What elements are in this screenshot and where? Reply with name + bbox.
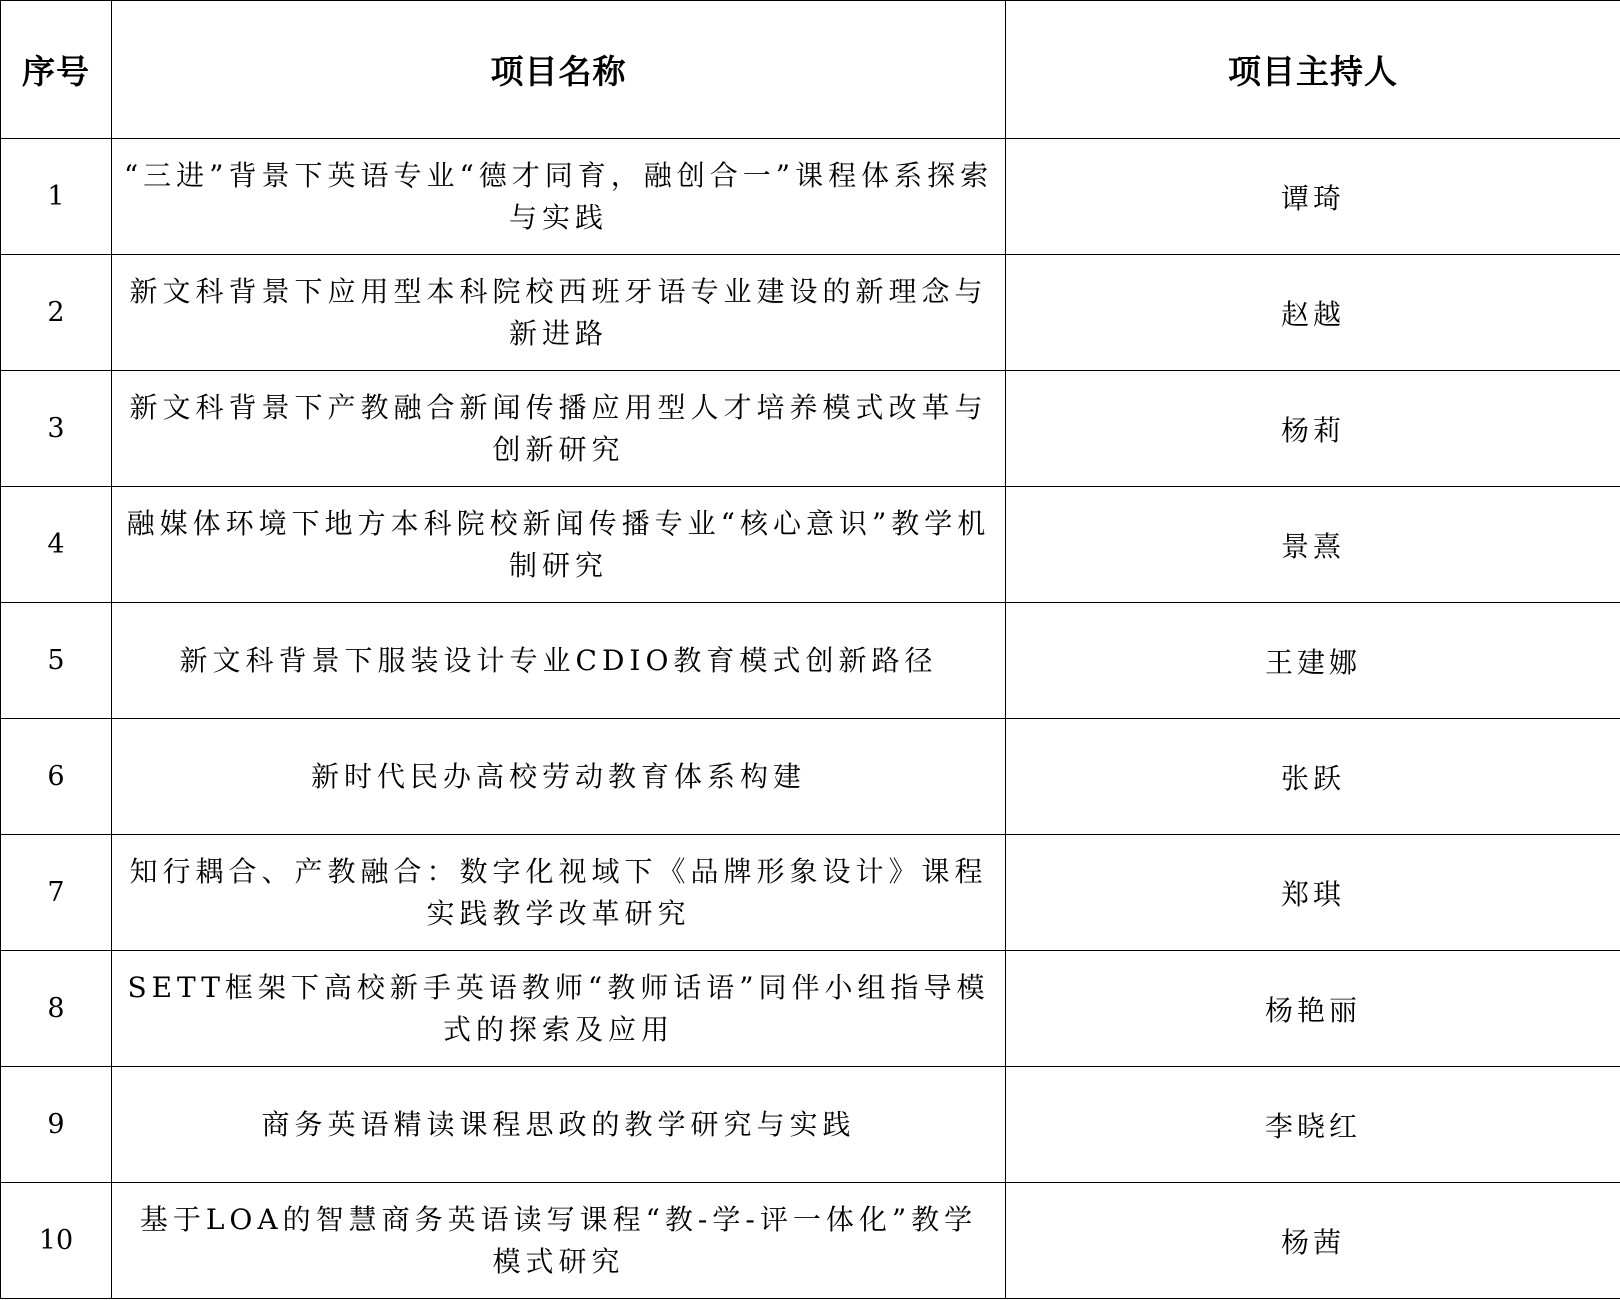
project-name-cell (112, 1067, 1006, 1183)
header-project-name: 项目名称 (112, 1, 1006, 139)
table-row (1, 1067, 1620, 1183)
row-index: 5 (1, 603, 112, 719)
project-host: 郑琪 (1006, 835, 1620, 951)
table-row (1, 835, 1620, 951)
project-host: 谭琦 (1006, 139, 1620, 255)
table-row (1, 487, 1620, 603)
project-name: 基于LOA的智慧商务英语读写课程“教-学-评一体化”教学模式研究 (139, 1202, 978, 1278)
project-name-cell (112, 139, 1006, 255)
project-name-cell (112, 603, 1006, 719)
row-index: 9 (1, 1067, 112, 1183)
project-host: 景熹 (1006, 487, 1620, 603)
project-name: 新文科背景下应用型本科院校西班牙语专业建设的新理念与新进路 (129, 274, 988, 350)
project-name-cell (112, 719, 1006, 835)
project-name: 商务英语精读课程思政的教学研究与实践 (261, 1107, 856, 1141)
project-name-cell (112, 255, 1006, 371)
project-name: “三进”背景下英语专业“德才同育，融创合一”课程体系探索与实践 (123, 158, 994, 234)
table-row (1, 951, 1620, 1067)
row-index: 7 (1, 835, 112, 951)
table-header-row (1, 1, 1620, 139)
project-host: 杨茜 (1006, 1183, 1620, 1299)
project-host: 王建娜 (1006, 603, 1620, 719)
table-row (1, 255, 1620, 371)
project-name: 新文科背景下产教融合新闻传播应用型人才培养模式改革与创新研究 (129, 390, 988, 466)
project-name-cell (112, 487, 1006, 603)
header-index: 序号 (1, 1, 112, 139)
project-name: 融媒体环境下地方本科院校新闻传播专业“核心意识”教学机制研究 (126, 506, 991, 582)
row-index: 8 (1, 951, 112, 1067)
project-name-cell (112, 835, 1006, 951)
row-index: 6 (1, 719, 112, 835)
project-host: 杨莉 (1006, 371, 1620, 487)
project-host: 杨艳丽 (1006, 951, 1620, 1067)
project-name-cell (112, 1183, 1006, 1299)
table-row (1, 139, 1620, 255)
project-name: 新文科背景下服装设计专业CDIO教育模式创新路径 (179, 643, 938, 677)
header-project-host: 项目主持人 (1006, 1, 1620, 139)
row-index: 1 (1, 139, 112, 255)
project-host: 张跃 (1006, 719, 1620, 835)
project-host: 赵越 (1006, 255, 1620, 371)
row-index: 2 (1, 255, 112, 371)
project-name: SETT框架下高校新手英语教师“教师话语”同伴小组指导模式的探索及应用 (127, 970, 990, 1046)
row-index: 3 (1, 371, 112, 487)
project-name-cell (112, 371, 1006, 487)
table-row (1, 371, 1620, 487)
table-row (1, 719, 1620, 835)
table-row (1, 603, 1620, 719)
project-name-cell (112, 951, 1006, 1067)
table-row (1, 1183, 1620, 1299)
project-name: 新时代民办高校劳动教育体系构建 (310, 759, 806, 793)
row-index: 10 (1, 1183, 112, 1299)
row-index: 4 (1, 487, 112, 603)
project-host: 李晓红 (1006, 1067, 1620, 1183)
project-name: 知行耦合、产教融合：数字化视域下《品牌形象设计》课程实践教学改革研究 (129, 854, 988, 930)
